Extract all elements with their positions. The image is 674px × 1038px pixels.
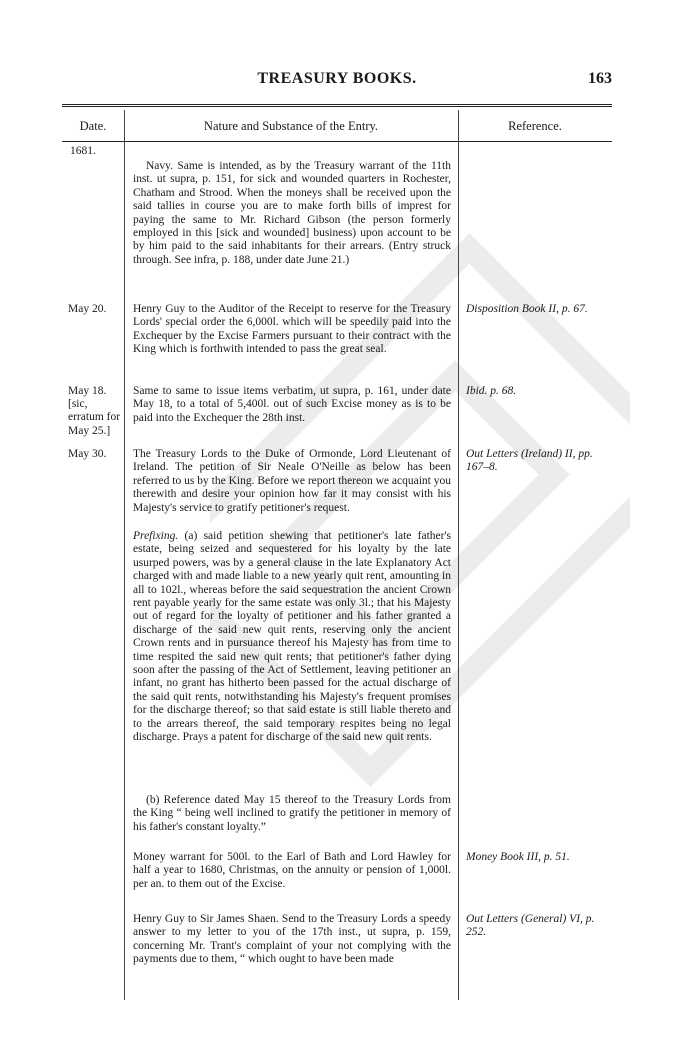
page-number: 163	[588, 70, 612, 87]
entry-text-navy: Navy. Same is intended, as by the Treasury warrant of the 11th inst. ut supra, p. 151, for sick and wounded quarters in Rochester, Chatham and Strood. When the moneys shall be received upon the said tallies in course you are to make forth bills of imprest for paying the same to Mr. Richard Gibson (the person formerly employed in this [sick and wounded] business) upon account to be by him paid to the said inhabitants for their arrears. (Entry struck through. See infra, p. 188, under date June 21.)	[133, 160, 451, 266]
header-rule	[62, 141, 612, 142]
entry-text-excise: Same to same to issue items verbatim, ut supra, p. 161, under date May 18, to a total of 5,400l. out of such Excise money as is to be paid into the Exchequer the 28th inst.	[133, 385, 451, 424]
column-divider-date	[124, 110, 125, 1000]
entry-text-receipt: Henry Guy to the Auditor of the Receipt to reserve for the Treasury Lords' special order the 6,000l. which will be speedily paid into the Exchequer by the Excise Farmers pursuant to their contract with the King which is forthwith intended to pass the great seal.	[133, 303, 451, 356]
entry-text-money-warrant: Money warrant for 500l. to the Earl of Bath and Lord Hawley for half a year to 1680, Christmas, on the annuity or pension of 1,000l. per an. to them out of the Excise.	[133, 851, 451, 890]
year-label: 1681.	[70, 145, 96, 157]
entry-date: May 20.	[68, 303, 107, 315]
entry-prefix-paragraph	[133, 530, 451, 745]
prefix-label: Prefixing.	[133, 530, 179, 542]
entry-reference: Out Letters (Ireland) II, pp. 167–8.	[466, 448, 593, 474]
column-header-date: Date.	[79, 119, 107, 133]
entry-reference: Out Letters (General) VI, p. 252.	[466, 913, 595, 939]
entry-date: May 30.	[68, 448, 107, 460]
entry-text-ormonde: The Treasury Lords to the Duke of Ormonde, Lord Lieutenant of Ireland. The petition of Sir Neale O'Neille as below has been referred to us by the King. Before we report thereon we acquaint you therewith and desire your opinion how far it may consist with his Majesty's service to gratify petitioner's request.	[133, 448, 451, 514]
column-divider-reference	[458, 110, 459, 1000]
column-header-reference: Reference.	[508, 119, 562, 133]
entry-text-shaen: Henry Guy to Sir James Shaen. Send to the Treasury Lords a speedy answer to my letter to you of the 17th inst., ut supra, p. 159, concerning Mr. Trant's complaint of your not complying with the payments due to them, “ which ought to have been made	[133, 913, 451, 966]
running-title: TREASURY BOOKS.	[257, 70, 417, 87]
column-header-nature: Nature and Substance of the Entry.	[203, 119, 379, 133]
entry-reference: Ibid. p. 68.	[466, 385, 517, 397]
prefix-text: (a) said petition shewing that petitioner's late father's estate, being seized and sequestered for his loyalty by the late usurped powers, was by a general clause in the late Explanatory Act charged with and made liable to a new yearly quit rent, amounting in all to 102l., whereas before the said sequestration the ancient Crown rent payable yearly for the same estate was only 3l.; that his Majesty out of regard for the loyalty of petitioner and his father granted a discharge of the said new quit rents, reserving only the ancient Crown rents and in pursuance thereof his Majesty has from time to time respited the said new quit rents; that petitioner's father dying soon after the passing of the Act of Settlement, leaving petitioner an infant, no grant has hitherto been passed for the actual discharge of the said quit rents, notwithstanding his Majesty's frequent promises for the discharge thereof; so that said estate is still liable thereto and to the arrears thereof, the said temporary respites being no legal discharge. Prays a patent for discharge of the said new quit rents.	[133, 530, 452, 744]
entry-reference-b: (b) Reference dated May 15 thereof to the Treasury Lords from the King “ being well inclined to gratify the petitioner in memory of his father's constant loyalty.”	[133, 794, 451, 833]
top-rule	[62, 104, 612, 105]
entry-reference: Money Book III, p. 51.	[466, 851, 570, 863]
entry-reference: Disposition Book II, p. 67.	[466, 303, 588, 315]
entry-date: May 18. [sic, erratum for May 25.]	[68, 385, 121, 437]
top-rule-double	[62, 106, 612, 107]
